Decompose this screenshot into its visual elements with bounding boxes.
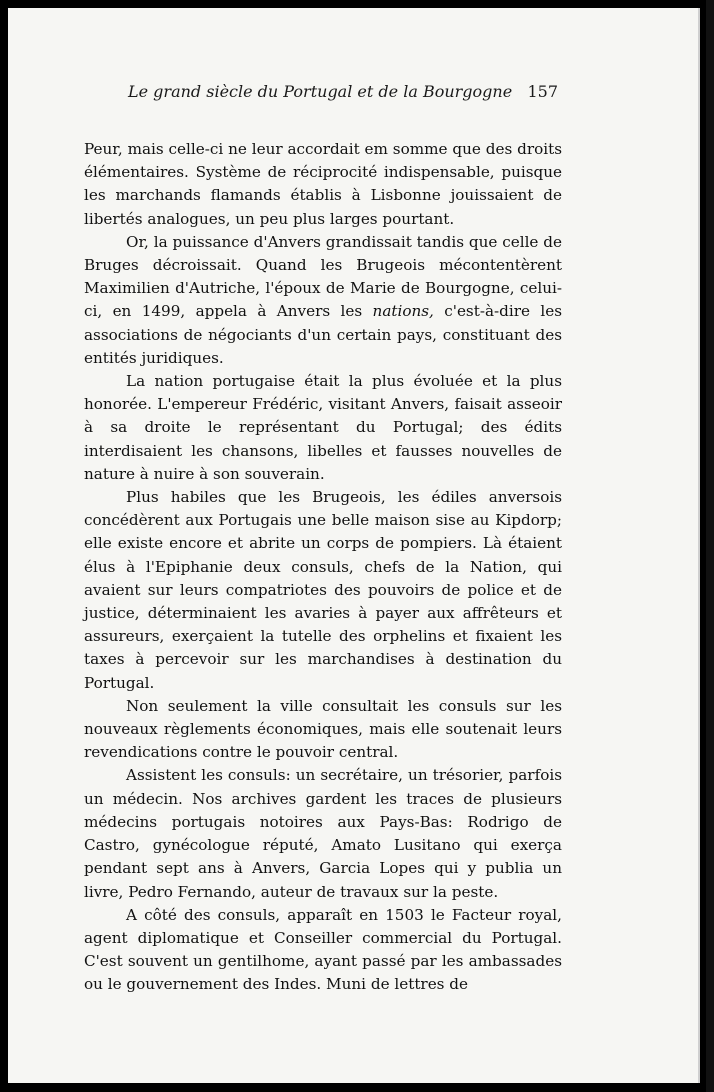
scan-border: [706, 0, 714, 1092]
paragraph: Non seulement la ville consultait les consuls sur les nouveaux règlements économiques, mais elle soutenait leurs revendications contre le pouvoir central.: [84, 696, 562, 762]
book-page: [8, 8, 700, 1083]
paragraph: [84, 231, 562, 370]
paragraph: La nation portugaise était la plus évoluée et la plus honorée. L'empereur Frédéric, visitant Anvers, faisait asseoir à sa droite le représentant du Portugal; des édits interdisaient les chansons, libelles et fausses nouvelles de nature à nuire à son souverain.: [84, 372, 562, 483]
running-header: [128, 82, 558, 101]
paragraph: Assistent les consuls: un secrétaire, un trésorier, parfois un médecin. Nos archives gardent les traces de plusieurs médecins portugais notoires aux Pays-Bas: Rodrigo de Castro, gynécologue réputé, Amato Lusitano qui exerça pendant sept ans à Anvers, Garcia Lopes qui y publia un livre, Pedro Fernando, auteur de travaux sur la peste.: [84, 766, 562, 901]
running-title: Le grand siècle du Portugal et de la Bourgogne: [128, 82, 513, 101]
paragraph: Plus habiles que les Brugeois, les édiles anversois concédèrent aux Portugais une belle maison sise au Kipdorp; elle existe encore et abrite un corps de pompiers. Là étaient élus à l'Epiphanie deux consuls, chefs de la Nation, qui avaient sur leurs compatriotes des pouvoirs de police et de justice, déterminaient les avaries à payer aux affrêteurs et assureurs, exerçaient la tutelle des orphelins et fixaient les taxes à percevoir sur les marchandises à destination du Portugal.: [84, 488, 562, 692]
body-text: [84, 138, 562, 997]
paragraph: Peur, mais celle-ci ne leur accordait em somme que des droits élémentaires. Système de réciprocité indispensable, puisque les marchands flamands établis à Lisbonne jouissaient de libertés analogues, un peu plus larges pourtant.: [84, 140, 562, 228]
paragraph-part: c'est-à-dire les associations de négociants d'un certain pays, constituant des entités juridiques.: [84, 302, 562, 367]
paragraph: A côté des consuls, apparaît en 1503 le Facteur royal, agent diplomatique et Conseiller commercial du Portugal. C'est souvent un gentilhome, ayant passé par les ambassades ou le gouvernement des Indes. Muni de lettres de: [84, 905, 562, 994]
page-number: 157: [527, 82, 558, 101]
italic-term: nations,: [372, 302, 434, 321]
paragraph-part: Or, la puissance d'Anvers grandissait tandis que celle de Bruges décroissait. Quand les Brugeois mécontentèrent Maximilien d'Autriche, l'époux de Marie de Bourgogne, celui-ci, en 1499, appela à Anvers les: [84, 232, 562, 321]
